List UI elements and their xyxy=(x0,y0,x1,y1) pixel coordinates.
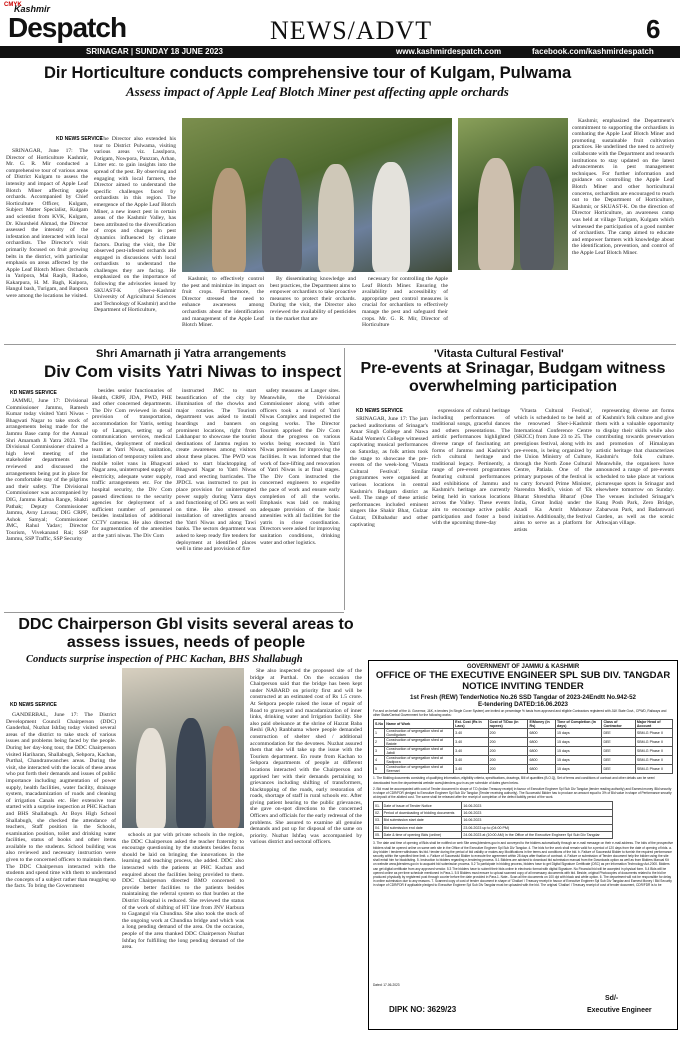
table-cell: 1 xyxy=(374,729,385,738)
date-cell: 23.06.2023 up to (04:00 PM) xyxy=(462,824,613,831)
story3-title: Pre-events at Srinagar, Budgam witness overwhelming participation xyxy=(360,360,666,395)
story2-title: Div Com visits Yatri Niwas to inspect xyxy=(44,362,342,381)
table-cell: 15 days xyxy=(556,756,602,765)
date-cell: 05. xyxy=(374,831,383,838)
story1-subtitle: Assess impact of Apple Leaf Blotch Miner pest affecting apple orchards xyxy=(126,84,509,99)
table-cell: 2 xyxy=(374,738,385,747)
page-number: 6 xyxy=(646,14,661,44)
date-cell: 04. xyxy=(374,824,383,831)
story4-col2: schools at par with private schools in the region, the DDC Chairperson asked the teacher fraternity to encourage questioning by the students besides focus should be laid on bringing the innovations in the learning and teaching process, she added. DDC also interacted with the patients at PHC Kachan and enquired about the facilities being provided to them. DDC Chairperson directed BMO concerned to provide better facilities to the patients besides maintaining the referral system so that burden at the District Hospital is reduced. She reviewed the status of the work of shifting of HT line from JNV Harbura to Gagangul via Chundina. She also took the stock of the ongoing work at Chundina bridge and which was a long pending demand of the area. On the occasion, people of the area thanked DDC Chairperson Nuzhat Ishfaq for fulfilling the long pending demand of the area. xyxy=(122,832,244,951)
story3-kicker: 'Vitasta Cultural Festival' xyxy=(434,348,564,360)
advert-head1: GOVERNMENT OF JAMMU & KASHMIR xyxy=(466,664,580,670)
story1-col4: By disseminating knowledge and best practices, the Department aims to empower orchardists to take proactive measures to protect their orchards. During the visit, the Director also reviewed the availability of pesticides in the market that are xyxy=(270,276,356,322)
date-cell: Date of issue of Tender Notice xyxy=(382,802,462,809)
table-cell: SBM-G Phase II xyxy=(635,747,672,756)
tender-col-header: E/Money (in Rs) xyxy=(528,720,556,729)
story2-byline: KD NEWS SERVICE xyxy=(10,390,57,396)
story3-col4: representing diverse art forms of Kashmir's folk culture and give them with a valuable opportunity to display their skills while also contributing towards preservation and promotion of Himalayan artistic heritage that characterizes Kashmir's folk culture. Meanwhile, the organisers have announced a range of pre-events scheduled to take place at various picturesque spots in Srinagar and elsewhere tomorrow on Sunday. The venues included Srinagar's Kang Posh Park, Zero Bridge, Zabarwan Park, and Badamwari Garden, as well as the scenic Athwajan village. xyxy=(596,408,674,527)
story4-title: DDC Chairperson Gbl visits several areas to assess issues, needs of people xyxy=(18,616,354,651)
date-cell: 24.06.2023 at (10:00 AM) in the Office of the Executive Engineer Spl Sub Div Tangdar xyxy=(462,831,613,838)
table-cell: 200 xyxy=(488,765,528,774)
table-cell: 3.40 xyxy=(454,765,488,774)
table-cell: Construction of segregation shed at Gundigutam xyxy=(385,729,454,738)
signatory: Executive Engineer xyxy=(587,1007,652,1014)
story4-col1: GANDERBAL, June 17: The District Development Council Chairperson (DDC) Ganderbal, Nuzhat Ishfaq today visited several areas of the district to take stock of various issues and problems being faced by the people. During her day-long tour, the DDC Chairperson visited Hariharan, Shallabugh, Sehpora, Kachan, Purthal, Chandranwanches areas. During the visit, she interacted with the locals of these areas who put forth their demands and issues of public importance including augmentation of power supply, health facilities, water facility, drainage system, macadamization of roads and cleaning of irrigation Canals etc. Her extensive tour started with a surprise inspection at PHC Kachan and BHS Shallabugh. At Boys High School Shallabugh, she checked the attendance of teachers, Staff position in the Schools, examination position, toilet and drinking water facilities, status of books and other items available to the students. School building was also reviewed and necessary instruction were given to the concerned officers to maintain them. The DDC Chairperson interacted with the students and spend time with them to understand the concepts of a subject rather than mugging up the facts. To bring the Government xyxy=(6,712,116,890)
table-cell: 3.40 xyxy=(454,747,488,756)
tender-col-header: Major Head of Account xyxy=(635,720,672,729)
sd-mark: Sd/- xyxy=(605,995,619,1002)
table-cell: SBM-G Phase II xyxy=(635,765,672,774)
story4-photo xyxy=(122,668,244,828)
divider-2 xyxy=(4,612,344,613)
table-cell: Construction of segregation shed at Sadipora xyxy=(385,756,454,765)
tender-col-header: Est. Cost (Rs in Lacs) xyxy=(454,720,488,729)
date-cell: Bid submission start date xyxy=(382,817,462,824)
table-cell: 6800 xyxy=(528,756,556,765)
table-row xyxy=(374,738,673,747)
story4-col3: She also inspected the proposed site of the bridge at Purthal. On the occasion the Chairperson said that the bridge has been kept under NABARD on priority first and will be constructed at an estimated cost of Rs 1.5 crore. At Sehpora people raised the issue of repair of Road to graveyard and macadamization of inner links, drinking water and Irrigation facility. She also paid obeisance at the shrine of Hazrat Baba Reshi (RA) Ranbhama where people demanded construction of shelter shed / additional accommodation for the devotees. Nuzhat assured them that she will take up the issue with the Tourism department. En route from Kachan to Sehpora departments of people at different locations interacted with the Chairperson and apprised her with their demands pertaining to grievances including shifting of transformers, blacktopping of the roads, early restoration of roads, shortage of staff in rural schools etc. After giving patient hearing to the public grievances, she gave on-spot directions to the concerned Officers and officials for the early redressal of the problems. She assured to examine all genuine demands and put up for disposal of the same on priority. Nuzhat Ishfaq was accompanied by various district and sectoral officers. xyxy=(250,668,362,846)
table-cell: Construction of segregation shed at Seemari xyxy=(385,765,454,774)
table-cell: DEE xyxy=(602,738,635,747)
tender-col-header: S.No xyxy=(374,720,385,729)
brand-despatch: Despatch xyxy=(8,12,127,43)
date-row xyxy=(374,817,613,824)
date-cell: 02. xyxy=(374,809,383,816)
advert-terms1: 1. The Bidding documents consisting of qualifying information, eligibility criteria, specifications, drawings, Bill of quantities (B.O.Q), Set of terms and conditions of contract and other details can be seen/ downloaded from the departmental website www.jktenders.gov.in as per schedule of dates given below. xyxy=(373,776,656,785)
story4-subtitle: Conducts surprise inspection of PHC Kachan, BHS Shallabugh xyxy=(26,654,303,665)
edition-bar xyxy=(0,46,680,58)
story1-title: Dir Horticulture conducts comprehensive tour of Kulgam, Pulwama xyxy=(44,64,572,82)
story3-col2: expressions of cultural heritage including performances of traditional songs, graceful dances and others presentations. The artistic performances highlighted diverse range of fascinating art forms of Jammu and Kashmir's rich cultural heritage and traditional legacy. Pertinently, a range of pre-event programmes featuring cultural performances and exhibitions of Jammu and Kashmir's heritage are currently being held in various locations across the Valley. These events aim to encourage active public participation and foster a bond with the upcoming three-day xyxy=(432,408,510,527)
table-cell: 3.40 xyxy=(454,729,488,738)
table-cell: 3.40 xyxy=(454,738,488,747)
date-cell: 16.06.2023 xyxy=(462,817,613,824)
table-cell: 3.40 xyxy=(454,756,488,765)
story1-photo-2 xyxy=(458,118,568,270)
advert-head4: 1st Fresh (REW) TenderNotice No.26 SSD Tangdar of 2023-24Endtt No.942-52 xyxy=(409,694,636,701)
advert-head5: E-tendering DATED:16.06.2023 xyxy=(478,701,568,708)
story2-col1: JAMMU, June 17: Divisional Commissioner Jammu, Ramesh Kumar today visited Yatri Niwas - Bhagwati Nagar to take stock of arrangements being made for the Jammu Base camp for the Annual Shri Amarnath Ji Yatra 2023. The Divisional Commissioner chaired a high level meeting of the stakeholder departments and reviewed and discussed the arrangements being put in place for the comfortable stay of the pilgrims and their safety. The Divisional Commissioner was accompanied by DIG, Jammu Kathua Range, Shakti Pathak; Deputy Commissioner Jammu, Avny Lavasa; DIG CRPF, Ashok Samyal; Commissioner JMC, Rahul Yadav; Director Tourism, Vivekanand Rai; SSP Jammu, SSP Traffic, SSP Security xyxy=(6,398,88,543)
brand-kashmir: Kashmir xyxy=(14,4,51,14)
table-row xyxy=(374,765,673,774)
table-cell: SBM-G Phase II xyxy=(635,756,672,765)
date-cell: 16.06.2023 xyxy=(462,802,613,809)
date-cell: Date & time of opening Bids (online) xyxy=(382,831,462,838)
story3-col1: SRINAGAR, June 17: The jam packed auditoriums of Srinagar's Amar Singh College and Nawa Kadal Women's College witnessed captivating musical performances on Saturday, as folk artists took the stage to showcase the pre-events of the week-long 'Vitasta Cultural Festival'. Similar programmes were organised at various locations in central Kashmir's Budgam district as well. The range of these artistic performances included eminent singers like Shakir Bhat, Gulzar Gulzar, Dilbahadur and other captivating xyxy=(350,416,428,528)
tender-table xyxy=(373,719,673,774)
table-cell: DEE xyxy=(602,765,635,774)
table-cell: Construction of segregation shed at Batote xyxy=(385,738,454,747)
section-title: NEWS/ADVT xyxy=(270,16,433,45)
date-cell: 01. xyxy=(374,802,383,809)
story4-byline: KD NEWS SERVICE xyxy=(10,702,57,708)
table-cell: 15 days xyxy=(556,729,602,738)
advert-intro: For and on behalf of the Lt. Governor, J&K, e-tenders (in Single Cover System) are invited on percentage % basis from approved and eligible Contractors registered with J&K State Govt., CPWD, Railways and other State/Central Government for the following works: xyxy=(373,709,667,718)
table-cell: DEE xyxy=(602,729,635,738)
story1-photo xyxy=(182,118,452,272)
story1-col5: necessary for controlling the Apple Leaf Blotch Miner. Ensuring the availability and accessibility of appropriate pest control measures is crucial for orchardists to effectively manage the pest and safeguard their crops. Mr. G. R. Mir, Director of Horticulture xyxy=(362,276,448,329)
edition-date: SRINAGAR | SUNDAY 18 JUNE 2023 xyxy=(86,47,223,56)
table-cell: 15 days xyxy=(556,747,602,756)
table-cell: DEE xyxy=(602,747,635,756)
advert-terms3: 3. The date and time of opening of Bids shall be notified on web Site www.jktenders.gov.in and conveyed to the bidders automatically through an e-mail message on their e-mail address. The bids of the prospective bidders shall be opened online on same web site in the Office of the Executive Engineer Spl Sub Div Tangdar. 4. The bids for the work shall remain valid for a period of 120 days from the date of opening of bids. a. Any bidder / tenderer withdraws his bid / tender during the period of bid validity or makes any Modifications in the terms and conditions of the bid. b. Failure of Successful Bidder to furnish the required performance security within the specified time limit. c. Failure of Successful Bidder to execute the agreement within 28 days after fixation of contract. d. Failure or submission of Tender document help the bidder using the site shall entail him for blacklisting. 5. Instruction to bidders regarding e-tendering process. 5.1 Bidders are advised to download bid submission manual from the Downloads option as well as from Bidders Manual Kit on website www.jktenders.gov.in to acquaint bid submission process. 5.2 To participate in bidding process, bidders have to get Digital Signature Certificate (DSC) as per Information Technology Act-2000. Bidders can get digital certificate from any approved vendor. 5.3 The bidders have to submit their bids online in electronic format with digital Signature. No Financial bid will be accepted in physical form. 5.4 Bids will be opened online as per time schedule mentioned in Para-1. 5.5 Bidders must ensure to upload scanned copy of all necessary documents with bid. Beside, original Photocopies of documents related to the bid be produced physically by registered post through courier before the date provided in Para-1. Note:- Scan all the documents on 100 dpi with black and white option. 6. The department will not be responsible for delay in online submission due to any reasons. 7. Scanned copy of cost of tender document in shape of 'Challan' / Treasury receipt in favour of Executive Engineer Spl Sub Div Tangdar and Earnest Money / Bid Security in shape of CDR/FDR if applicable pledged to Executive Engineer Spl Sub Div Tangdar must be uploaded with the bid. The original 'Challan' / Treasury receipt of cost of tender document, CDR/FDR is to be xyxy=(373,841,673,888)
tender-advert xyxy=(368,660,678,1030)
table-cell: 200 xyxy=(488,729,528,738)
date-row xyxy=(374,831,613,838)
date-cell: 03. xyxy=(374,817,383,824)
advert-date: Dated: 17-06-2023 xyxy=(373,983,400,987)
advert-head3: NOTICE INVITING TENDER xyxy=(462,681,584,692)
table-cell: 15 days xyxy=(556,765,602,774)
story2-col4: safety measures at Langer sites. Meanwhile, the Divisional Commissioner along with other officers took a round of Yatri Niwas Complex and inspected the ongoing works. The Director Tourism apprised the Div Com about the progress on various works being executed in Yatri Niwas premises for improving the facilities. It was informed that the work of face-lifting and renovation of Yatri Niwas is at final stages. The Div Com instructed the concerned engineers to expedite the pace of work and ensure early completion of all the works. Emphasis was laid on making adequate provision of the basic amenities with all facilities for the yatris in close coordination. Directors were asked for improving sanitation conditions, drinking water and other logistics. xyxy=(260,388,340,546)
table-row xyxy=(374,729,673,738)
story1-col6: Kashmir, emphasized the Department's commitment to supporting the orchardists in combating the Apple Leaf Blotch Miner and promoting sustainable fruit cultivation practices. He underlined the need to actively collaborate with the Department and research institutions to stay updated on the latest advancements in pest management techniques. For further information and guidance on controlling the Apple Leaf Blotch Miner and other horticultural concerns, orchardists are encouraged to reach out to the Department of Horticulture, Kashmir, or SKUAST-K. On the direction of Director Horticulture, an awareness camp was held at village Turigam, Kulgam which witnessed the participation of a good number of orchardists. The camp aimed to educate and empower farmers with knowledge about the identification, prevention, and control of the Apple Leaf Blotch Miner. xyxy=(572,118,674,256)
story1-col1: SRINAGAR, June 17: The Director of Horticulture Kashmir, Mr. G. R. Mir conducted a comprehensive tour of various areas of District Kulgam to assess the intensity and impact of Apple Leaf Blotch Miner affecting apple orchards. Accompanied by Chief Horticulture Officer, Kulgam, Subject Matter Specialist, Kulgam and scientist from KVK, Kulgam, Dr. Khursheid Ahmad, the Director assessed the intensity of the infestation and interacted with local orchardists. The Director's visit primarily focused on fruit growing belts in the district, with particular emphasis on areas affected by the Apple Leaf Blotch Miner. Orchards in Yaripora, Mai Raqib, Radoo, Kakarpura, H. M. Bagh, Kaipora, Hangul bash, Turigam, and Banpora were among the locations he visited. xyxy=(6,148,88,300)
story1-byline: KD NEWS SERVICE xyxy=(56,136,103,142)
story3-col3: 'Vitasta Cultural Festival', which is scheduled to be held at the renowned Sher-i-Kashmir International Conference Centre (SKICC) from June 23 to 25. The prestigious festival, along with its pre-events, is being organized by the Union Ministry of Culture, through the North Zone Cultural Centre, Patiala. One of the primary purposes of the festival is to carry forward Prime Minister, Narendra Modi's, vision of 'Ek Bharat Shreshtha Bharat' (One India, Great India) under the Azadi Ka Amrit Mahotsav initiative. Additionally, the festival aims to serve as a platform for artists xyxy=(514,408,592,533)
story2-col2: besides senior functionaries of Health, CRPF, JDA, PWD, PHE and other concerned departments. The Div Com reviewed in detail provision of transportation, accommodation for Yatris, setting up of Langars, setting up of communication services, medical facilities, deployment of medical team at Yatri Niwas, sanitation, installation of temporary toilets and mobile toilet vans in Bhagwati Nagar area, uninterrupted supply of electricity, adequate water supply, traffic arrangements etc. For the hospital security, the Div Com passed directions to the security agencies for deployment of a sufficient number of personnel besides installation of additional CCTV cameras. He also directed for augmentation of the amenities at the yatri niwas. The Div Com xyxy=(92,388,172,540)
table-cell: 6800 xyxy=(528,729,556,738)
table-cell: 200 xyxy=(488,756,528,765)
story1-col3: Kashmir, to effectively control the pest and minimize its impact on fruit crops. Furthermore, the Director stressed the need to enhance awareness among orchardists about the identification and management of the Apple Leaf Blotch Miner. xyxy=(182,276,264,329)
story2-kicker: Shri Amarnath ji Yatra arrangements xyxy=(96,348,287,360)
date-cell: 16.06.2023 xyxy=(462,809,613,816)
table-cell: 200 xyxy=(488,738,528,747)
tender-col-header: Time of Completion (in days) xyxy=(556,720,602,729)
column-rule xyxy=(344,348,345,610)
date-table xyxy=(373,801,613,839)
divider xyxy=(4,344,676,345)
table-cell: 3 xyxy=(374,747,385,756)
table-cell: 200 xyxy=(488,747,528,756)
facebook-link[interactable]: facebook.com/kashmirdespatch xyxy=(532,47,654,56)
site-link[interactable]: www.kashmirdespatch.com xyxy=(396,47,502,56)
story1-col2: The Director also extended his tour to District Pulwama, visiting various areas viz. Lasslpora, Potigam, Nowpora, Panzran, Arhan, Litter etc. to gain insights into the spread of the pest. By observing and engaging with local farmers, the Director aimed to understand the specific challenges faced by orchardists in this region. The emergence of the Apple Leaf Blotch Miner, a new insect pest in certain areas of the Kashmir Valley, has been attributed to the diversification of crops and changes in pest dynamics influenced by climate factors. During the visit, the Dir observed pest-infested orchards and engaged in discussions with local orchardists to understand the challenges they are facing. He emphasized on the importance of following the advisories issued by SKUAST-K (Sher-e-Kashmir University of Agricultural Sciences and Technology of Kashmir) and the Department of Horticulture, xyxy=(94,136,176,314)
table-cell: SBM-G Phase II xyxy=(635,738,672,747)
table-cell: 6800 xyxy=(528,747,556,756)
advert-terms2: 2. Bid must be accompanied with cost of Tender document in shape of T.D (Indian Treasury receipt) in favour of Executive Engineer Spl Sub Div Tangdar (tender reading authority) and Earnest money /Bid security in shape of CDR/FDR pledged to Executive Engineer Spl Sub Div Tangdar (Tender receiving authority). The Successful Bidder has to produce an amount equal to 3% of Bid value in shape of Performance security at deposit of the allotted cost. The same shall be released after the receipt of completion of the defect liability period of the work. xyxy=(373,786,672,800)
table-row xyxy=(374,747,673,756)
table-cell: 6800 xyxy=(528,738,556,747)
table-cell: 5 xyxy=(374,765,385,774)
tender-col-header: Class of Contractor xyxy=(602,720,635,729)
dipk-number: DIPK NO: 3629/23 xyxy=(389,1005,457,1014)
date-row xyxy=(374,824,613,831)
table-cell: SBM-G Phase II xyxy=(635,729,672,738)
tender-col-header: Cost of T/Doc (in rupees) xyxy=(488,720,528,729)
story2-col3: instructed JMC to start beautification of the city by illumination of the chowks and major rotaries. The Tourism department was asked to install hoardings and banners on prominent locations, right from Lakhanpur to showcase the tourist destinations of Jammu region to create awareness among visitors about these places. The PWD was asked to start blacktopping of Bhagwati Nagar to Yatri Niwas road and erecting barricades. The JPDCL was instructed to put in place provision for uninterrupted power supply during Yatra days and functioning of DG sets as well on time. He also stressed on installation of streetlights around the Yatri Niwas and along Tawi banks. The sectors department was asked to keep ready fire tenders for deployment at identified places well in time and provision of fire xyxy=(176,388,256,553)
table-row xyxy=(374,756,673,765)
table-cell: DEE xyxy=(602,756,635,765)
date-row xyxy=(374,802,613,809)
date-cell: Period of downloading of bidding documents xyxy=(382,809,462,816)
date-cell: Bid submission end date xyxy=(382,824,462,831)
table-cell: 15 days xyxy=(556,738,602,747)
story3-byline: KD NEWS SERVICE xyxy=(356,408,403,414)
advert-head2: OFFICE OF THE EXECUTIVE ENGINEER SPL SUB DIV. TANGDAR xyxy=(375,670,671,681)
table-cell: Construction of segregation shed at Jabdi xyxy=(385,747,454,756)
date-row xyxy=(374,809,613,816)
cmyk-mark: CMYK xyxy=(4,2,22,8)
table-cell: 4 xyxy=(374,756,385,765)
table-cell: 6800 xyxy=(528,765,556,774)
tender-col-header: Name of Work xyxy=(385,720,454,729)
